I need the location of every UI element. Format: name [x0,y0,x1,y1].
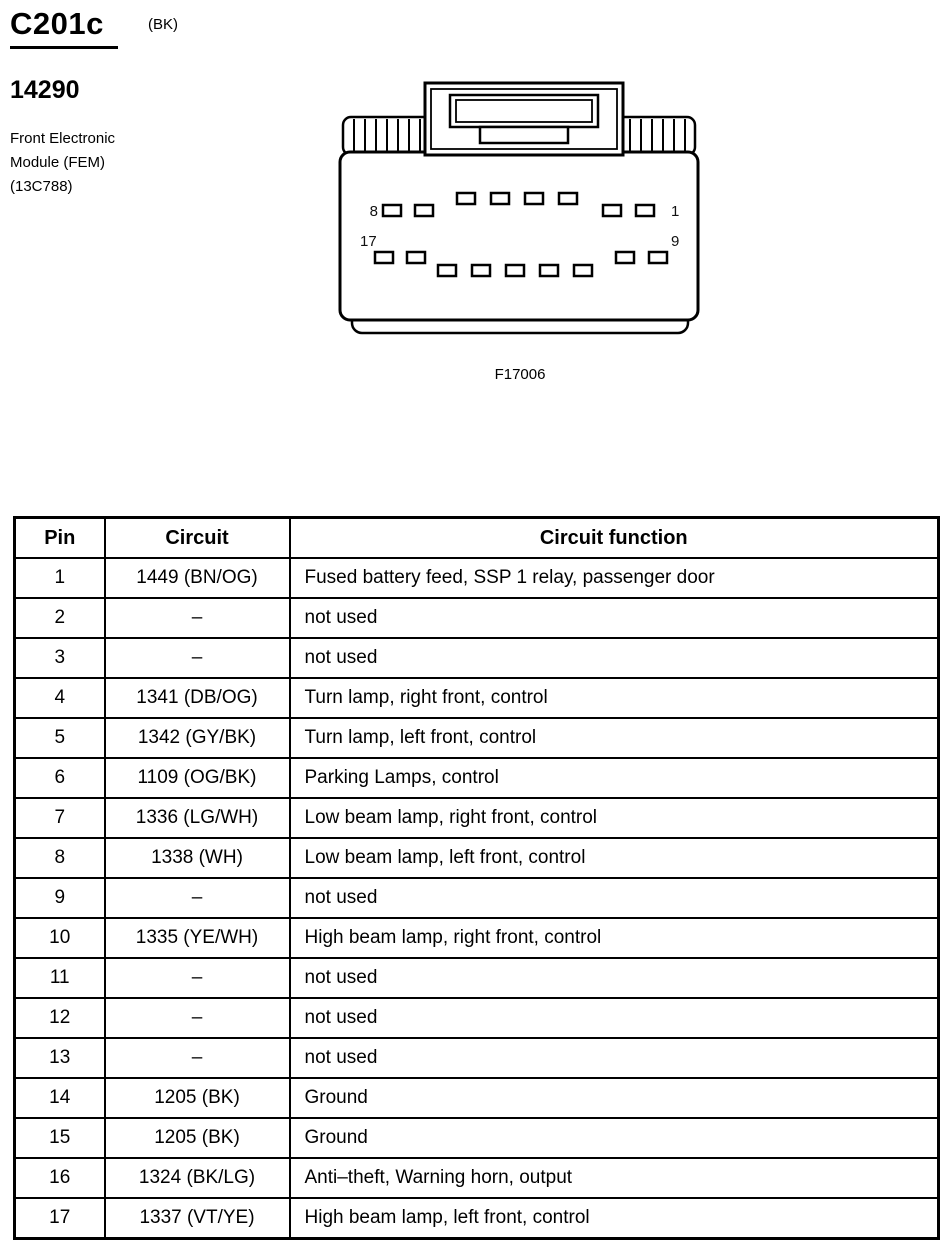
circuit-cell: – [105,958,290,998]
table-row [15,958,939,998]
component-line-2: Module (FEM) [10,154,106,171]
header-function: Circuit function [290,518,939,559]
circuit-cell: 1337 (VT/YE) [105,1198,290,1239]
table-row [15,918,939,958]
pin-cell: 9 [15,878,105,918]
function-cell: Parking Lamps, control [290,758,939,798]
function-cell: not used [290,1038,939,1078]
circuit-cell: – [105,1038,290,1078]
circuit-cell: 1338 (WH) [105,838,290,878]
table-row [15,1198,939,1239]
circuit-cell: 1205 (BK) [105,1118,290,1158]
pin-label-9: 9 [671,233,680,250]
circuit-cell: 1109 (OG/BK) [105,758,290,798]
table-row [15,1118,939,1158]
function-cell: Ground [290,1118,939,1158]
pin-cell: 4 [15,678,105,718]
function-cell: not used [290,958,939,998]
table-row [15,718,939,758]
pin-label-1: 1 [671,203,680,220]
function-cell: Fused battery feed, SSP 1 relay, passenger door [290,558,939,598]
table-row [15,838,939,878]
pin-cell: 10 [15,918,105,958]
table-row [15,998,939,1038]
circuit-cell: 1335 (YE/WH) [105,918,290,958]
table-row [15,878,939,918]
circuit-cell: 1341 (DB/OG) [105,678,290,718]
circuit-cell: – [105,638,290,678]
pinout-table [13,516,940,1240]
function-cell: High beam lamp, left front, control [290,1198,939,1239]
circuit-cell: – [105,598,290,638]
table-row [15,678,939,718]
function-cell: Low beam lamp, left front, control [290,838,939,878]
pin-cell: 3 [15,638,105,678]
pin-label-8: 8 [369,203,378,220]
table-row [15,1078,939,1118]
connector-color-code: (BK) [148,16,178,33]
connector-id: C201c [10,6,118,49]
pin-cell: 12 [15,998,105,1038]
pinout-table-wrap [13,516,940,1240]
connector-body [340,152,698,320]
circuit-cell: 1324 (BK/LG) [105,1158,290,1198]
pin-label-17: 17 [360,233,377,250]
function-cell: Turn lamp, left front, control [290,718,939,758]
header-circuit: Circuit [105,518,290,559]
table-row [15,758,939,798]
table-row [15,638,939,678]
pin-cell: 17 [15,1198,105,1239]
circuit-cell: 1336 (LG/WH) [105,798,290,838]
pin-cell: 5 [15,718,105,758]
table-row [15,1038,939,1078]
function-cell: Anti–theft, Warning horn, output [290,1158,939,1198]
circuit-cell: 1449 (BN/OG) [105,558,290,598]
pin-cell: 11 [15,958,105,998]
pin-cell: 7 [15,798,105,838]
function-cell: Turn lamp, right front, control [290,678,939,718]
pin-cell: 6 [15,758,105,798]
circuit-cell: – [105,878,290,918]
part-number: 14290 [10,76,80,104]
component-name [10,127,115,199]
function-cell: not used [290,878,939,918]
table-row [15,1158,939,1198]
table-row [15,798,939,838]
table-row [15,598,939,638]
function-cell: Ground [290,1078,939,1118]
pin-cell: 16 [15,1158,105,1198]
pin-cell: 1 [15,558,105,598]
connector-diagram [330,75,710,385]
function-cell: not used [290,598,939,638]
function-cell: Low beam lamp, right front, control [290,798,939,838]
function-cell: not used [290,998,939,1038]
header-pin: Pin [15,518,105,559]
table-row [15,558,939,598]
function-cell: High beam lamp, right front, control [290,918,939,958]
figure-caption: F17006 [494,366,546,383]
component-line-1: Front Electronic [10,130,116,147]
circuit-cell: – [105,998,290,1038]
circuit-cell: 1342 (GY/BK) [105,718,290,758]
connector-lock-tab [425,83,623,155]
component-line-3: (13C788) [10,178,73,195]
circuit-cell: 1205 (BK) [105,1078,290,1118]
pin-cell: 8 [15,838,105,878]
table-header-row [15,518,939,559]
pin-cell: 2 [15,598,105,638]
pin-cell: 15 [15,1118,105,1158]
pin-cell: 13 [15,1038,105,1078]
table-body [15,558,939,1239]
pin-cell: 14 [15,1078,105,1118]
function-cell: not used [290,638,939,678]
